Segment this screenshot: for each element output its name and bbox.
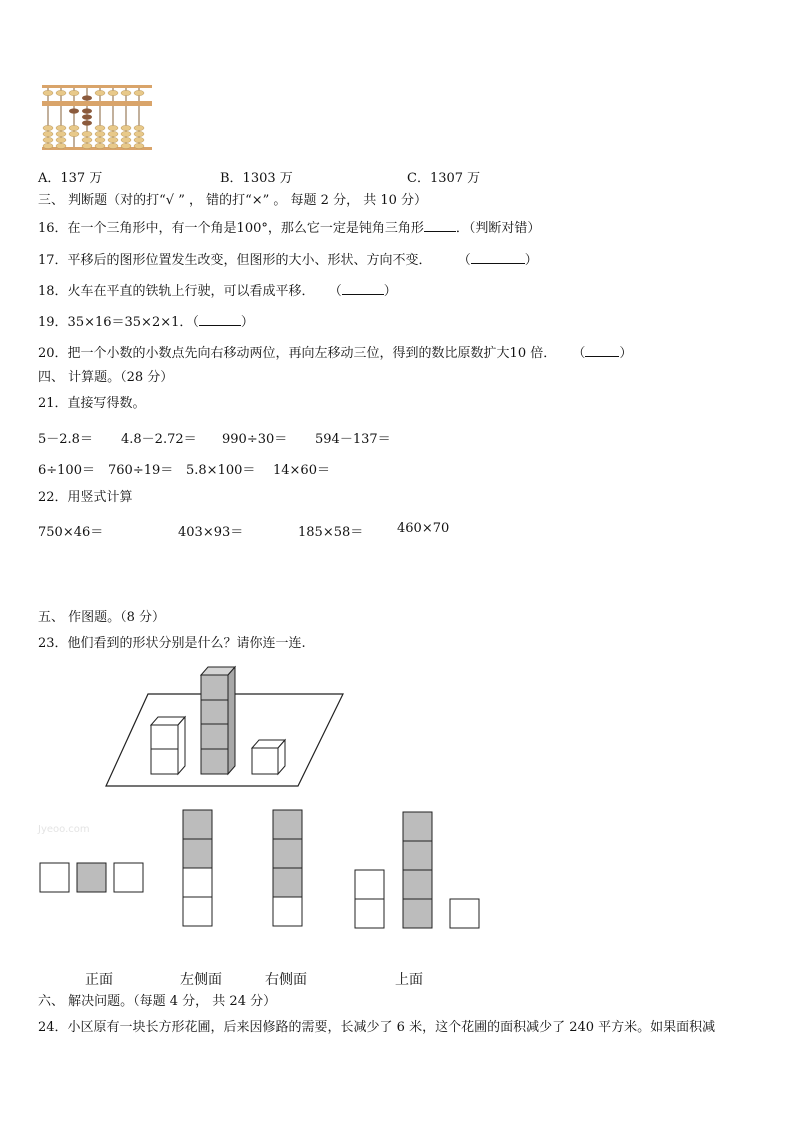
answer-parentheses: （ ） — [572, 346, 633, 361]
answer-blank — [199, 313, 241, 326]
section-3-title: 三、 判断题（对的打“√ ” ， 错的打“×” 。 每题 2 分， 共 10 分） — [38, 193, 428, 208]
vertical-calc-item: 403×93＝ — [178, 525, 244, 540]
option-a: A．137 万 — [38, 171, 103, 186]
answer-parentheses: （ ） — [192, 315, 254, 330]
question-16-suffix: ．（判断对错） — [455, 221, 541, 236]
cube-scene-illustration — [100, 662, 350, 792]
view-left-side — [183, 810, 212, 926]
option-c: C．1307 万 — [407, 171, 481, 186]
calc-item: 5.8×100＝ — [186, 463, 256, 478]
calc-item: 4.8－2.72＝ — [121, 432, 197, 447]
watermark: Jyeoo.com — [38, 824, 90, 835]
vertical-calc-item: 750×46＝ — [38, 525, 104, 540]
question-19 — [38, 313, 254, 331]
abacus-illustration — [40, 84, 155, 152]
cube-single-right — [252, 740, 285, 774]
view-label-top: 上面 — [395, 972, 423, 988]
question-17 — [38, 251, 538, 269]
view-label-front: 正面 — [85, 972, 113, 988]
question-20 — [38, 344, 632, 362]
question-20-text: 20．把一个小数的小数点先向右移动两位，再向左移动三位，得到的数比原数扩大10 倍． — [38, 346, 557, 361]
answer-blank — [424, 219, 456, 232]
view-front — [40, 863, 143, 892]
section-6-title: 六、 解决问题。（每题 4 分， 共 24 分） — [38, 994, 277, 1009]
answer-blank — [342, 282, 384, 295]
question-18 — [38, 282, 397, 300]
question-16 — [38, 219, 540, 237]
question-19-text: 19．35×16＝35×2×1． — [38, 315, 193, 330]
calc-item: 990÷30＝ — [222, 432, 288, 447]
calc-item: 594－137＝ — [315, 432, 391, 447]
view-options-illustration — [38, 805, 488, 933]
calc-item: 760÷19＝ — [108, 463, 174, 478]
view-label-right: 右侧面 — [265, 972, 307, 988]
question-16-text: 16．在一个三角形中，有一个角是100°，那么它一定是钝角三角形 — [38, 221, 424, 236]
answer-parentheses: （ ） — [457, 253, 538, 268]
view-right-side — [273, 810, 302, 926]
view-top — [355, 812, 479, 928]
calc-item: 14×60＝ — [273, 463, 330, 478]
question-22-title: 22．用竖式计算 — [38, 490, 133, 505]
question-23-title: 23．他们看到的形状分别是什么？请你连一连. — [38, 636, 306, 651]
cube-stack-tall — [201, 667, 235, 774]
calc-item: 6÷100＝ — [38, 463, 95, 478]
question-18-text: 18．火车在平直的铁轨上行驶，可以看成平移． — [38, 284, 315, 299]
vertical-calc-item: 460×70 — [397, 521, 450, 536]
vertical-calc-item: 185×58＝ — [298, 525, 364, 540]
calc-item: 5－2.8＝ — [38, 432, 93, 447]
question-17-text: 17．平移后的图形位置发生改变，但图形的大小、形状、方向不变． — [38, 253, 432, 268]
section-4-title: 四、 计算题。（28 分） — [38, 370, 174, 385]
answer-parentheses: （ ） — [328, 284, 397, 299]
question-21-title: 21．直接写得数。 — [38, 396, 146, 411]
answer-blank — [471, 251, 525, 264]
section-5-title: 五、 作图题。（8 分） — [38, 610, 166, 625]
option-b: B．1303 万 — [220, 171, 293, 186]
question-24: 24．小区原有一块长方形花圃，后来因修路的需要，长减少了 6 米，这个花圃的面积减少了 240 平方米。如果面积减 — [38, 1020, 716, 1035]
cube-stack-left — [151, 717, 185, 774]
answer-blank — [585, 344, 619, 357]
view-label-left: 左侧面 — [180, 972, 222, 988]
